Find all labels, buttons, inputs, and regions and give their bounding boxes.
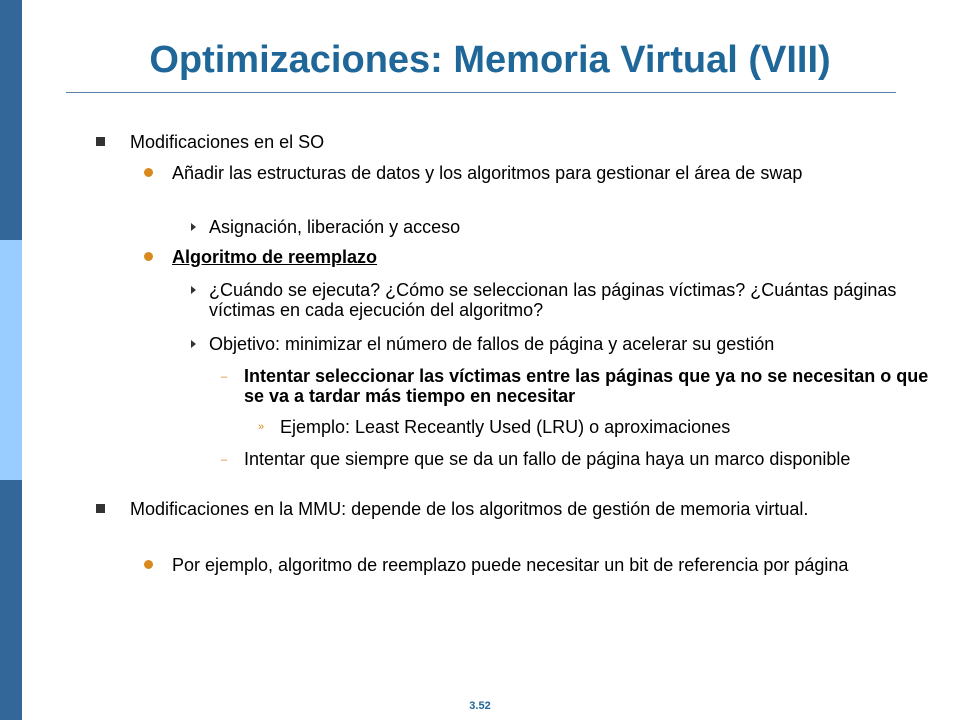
square-bullet-icon	[96, 504, 105, 513]
raquo-bullet-icon: »	[258, 421, 265, 433]
bullet-l3-cuando: ¿Cuándo se ejecuta? ¿Cómo se seleccionan las páginas víctimas? ¿Cuántas páginas víctimas en cada ejecución del algoritmo?	[209, 280, 897, 320]
bullet-l4-intentar-marco: Intentar que siempre que se da un fallo de página haya un marco disponible	[244, 449, 851, 469]
slide-title: Optimizaciones: Memoria Virtual (VIII)	[149, 39, 831, 81]
bullet-l3-asignacion: Asignación, liberación y acceso	[209, 217, 461, 237]
square-bullet-icon	[96, 137, 105, 146]
triangle-bullet-icon	[191, 286, 196, 294]
bullet-l1-mmu: Modificaciones en la MMU: depende de los algoritmos de gestión de memoria virtual.	[130, 499, 809, 519]
circle-bullet-icon	[144, 560, 153, 569]
sidebar-segment-middle	[0, 240, 22, 480]
triangle-bullet-icon	[191, 340, 196, 348]
bullet-l3-objetivo: Objetivo: minimizar el número de fallos de página y acelerar su gestión	[209, 334, 775, 354]
page-number: 3.52	[469, 700, 491, 712]
triangle-bullet-icon	[191, 223, 196, 231]
title-divider	[66, 92, 896, 93]
circle-bullet-icon	[144, 252, 153, 261]
circle-bullet-icon	[144, 168, 153, 177]
bullet-l1-so: Modificaciones en el SO	[130, 132, 325, 152]
dash-bullet-icon: –	[221, 371, 228, 383]
sidebar-segment-bottom	[0, 480, 22, 720]
bullet-l5-ejemplo-lru: Ejemplo: Least Receantly Used (LRU) o aproximaciones	[280, 417, 731, 437]
sidebar-band	[0, 0, 22, 720]
dash-bullet-icon: –	[221, 454, 228, 466]
bullet-l4-intentar-seleccionar: Intentar seleccionar las víctimas entre las páginas que ya no se necesitan o que se va a tardar más tiempo en necesitar	[244, 366, 929, 406]
bullet-l2-estructuras: Añadir las estructuras de datos y los algoritmos para gestionar el área de swap	[172, 163, 803, 183]
bullet-l2-algoritmo-reemplazo: Algoritmo de reemplazo	[172, 247, 378, 267]
sidebar-segment-top	[0, 0, 22, 240]
bullet-l2-por-ejemplo: Por ejemplo, algoritmo de reemplazo puede necesitar un bit de referencia por página	[172, 555, 849, 575]
